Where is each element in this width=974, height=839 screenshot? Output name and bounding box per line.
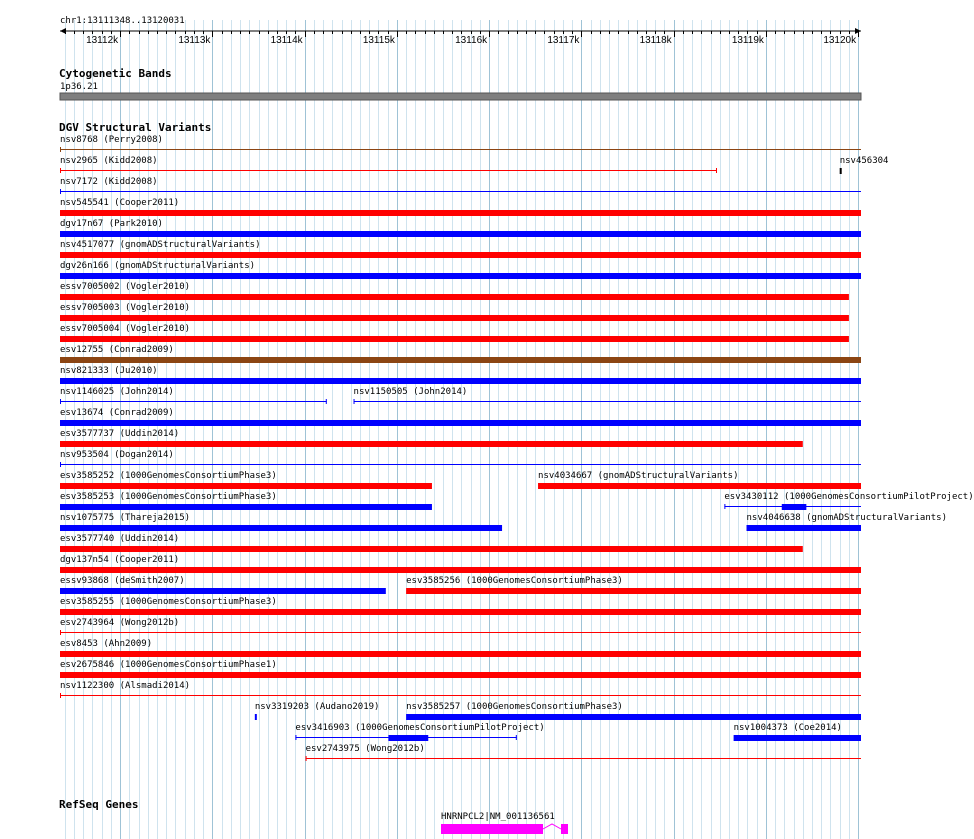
sv-label[interactable]: esv3416903 (1000GenomesConsortiumPilotProject) [295, 723, 545, 733]
sv-label[interactable]: dgv26n166 (gnomADStructuralVariants) [60, 261, 256, 271]
sv-label[interactable]: nsv4517077 (gnomADStructuralVariants) [60, 240, 261, 250]
sv-label[interactable]: nsv4046638 (gnomADStructuralVariants) [746, 513, 947, 523]
ruler-tick-label: 13114k [270, 35, 303, 46]
sv-label[interactable]: nsv1075775 (Thareja2015) [60, 513, 191, 523]
sv-label[interactable]: essv7005004 (Vogler2010) [60, 324, 191, 334]
sv-label[interactable]: nsv8768 (Perry2008) [60, 135, 163, 145]
ruler-tick-label: 13113k [178, 35, 211, 46]
ruler-tick-label: 13117k [547, 35, 580, 46]
sv-label[interactable]: nsv2965 (Kidd2008) [60, 156, 158, 166]
sv-label[interactable]: esv13674 (Conrad2009) [60, 408, 174, 418]
ruler-tick-label: 13119k [731, 35, 764, 46]
sv-label[interactable]: esv2743964 (Wong2012b) [60, 618, 180, 628]
sv-label[interactable]: esv3585256 (1000GenomesConsortiumPhase3) [406, 576, 623, 586]
ruler-tick-label: 13115k [362, 35, 395, 46]
sv-label[interactable]: nsv1150505 (John2014) [353, 387, 468, 397]
sv-label[interactable]: nsv7172 (Kidd2008) [60, 177, 158, 187]
sv-label[interactable]: esv3577737 (Uddin2014) [60, 429, 180, 439]
gene-exon-1 [441, 824, 543, 834]
ruler-tick-label: 13116k [455, 35, 488, 46]
sv-label[interactable]: nsv545541 (Cooper2011) [60, 198, 180, 208]
ruler-tick-label: 13112k [86, 35, 119, 46]
refseq-track-title: RefSeq Genes [59, 798, 139, 811]
sv-label[interactable]: dgv137n54 (Cooper2011) [60, 555, 180, 565]
sv-label[interactable]: nsv1122300 (Alsmadi2014) [60, 681, 191, 691]
sv-label[interactable]: esv2743975 (Wong2012b) [305, 744, 425, 754]
gene-label[interactable]: HNRNPCL2|NM_001136561 [441, 812, 555, 822]
dgv-track-title: DGV Structural Variants [59, 121, 212, 134]
ruler-tick-label: 13120k [823, 35, 857, 46]
sv-label[interactable]: esv2675846 (1000GenomesConsortiumPhase1) [60, 660, 277, 670]
sv-label[interactable]: esv8453 (Ahn2009) [60, 639, 153, 649]
ruler-coordinates: chr1:13111348..13120031 [60, 16, 185, 26]
ruler-tick-label: 13118k [639, 35, 672, 46]
sv-label[interactable]: nsv821333 (Ju2010) [60, 366, 158, 376]
sv-label[interactable]: nsv4034667 (gnomADStructuralVariants) [538, 471, 739, 481]
sv-label[interactable]: nsv3585257 (1000GenomesConsortiumPhase3) [406, 702, 623, 712]
sv-label[interactable]: esv3585253 (1000GenomesConsortiumPhase3) [60, 492, 277, 502]
cytoband-label: 1p36.21 [60, 82, 98, 92]
sv-label[interactable]: essv7005002 (Vogler2010) [60, 282, 191, 292]
gene-intron [543, 824, 561, 829]
sv-label[interactable]: nsv1146025 (John2014) [60, 387, 174, 397]
sv-label[interactable]: essv7005003 (Vogler2010) [60, 303, 191, 313]
sv-label[interactable]: esv3577740 (Uddin2014) [60, 534, 180, 544]
sv-label[interactable]: dgv17n67 (Park2010) [60, 219, 163, 229]
sv-label[interactable]: esv3430112 (1000GenomesConsortiumPilotProject) [724, 492, 974, 502]
sv-label[interactable]: nsv456304 [839, 156, 889, 166]
cytoband-track-title: Cytogenetic Bands [59, 67, 172, 80]
gene-exon-2 [561, 824, 568, 834]
sv-label[interactable]: nsv3319203 (Audano2019) [254, 702, 380, 712]
sv-label[interactable]: essv93868 (deSmith2007) [60, 576, 185, 586]
sv-label[interactable]: nsv953504 (Dogan2014) [60, 450, 174, 460]
sv-label[interactable]: esv3585252 (1000GenomesConsortiumPhase3) [60, 471, 277, 481]
sv-label[interactable]: nsv1004373 (Coe2014) [733, 723, 842, 733]
sv-label[interactable]: esv12755 (Conrad2009) [60, 345, 174, 355]
sv-label[interactable]: esv3585255 (1000GenomesConsortiumPhase3) [60, 597, 277, 607]
